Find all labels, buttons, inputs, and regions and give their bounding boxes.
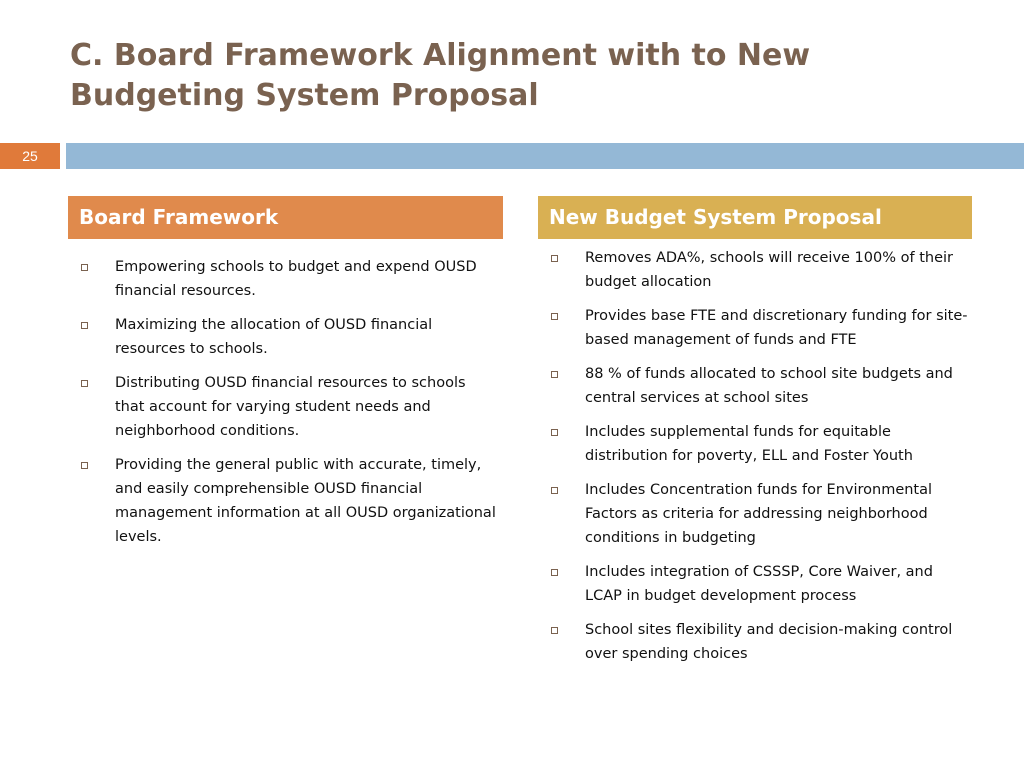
slide-title-line-1: C. Board Framework Alignment with to New	[70, 38, 811, 73]
list-item-text: Includes supplemental funds for equitable distribution for poverty, ELL and Foster Youth	[585, 424, 913, 464]
square-bullet-icon	[551, 313, 558, 320]
list-item-text: Distributing OUSD financial resources to schools that account for varying student needs and neighborhood conditions.	[115, 375, 466, 439]
list-item-text: Maximizing the allocation of OUSD financial resources to schools.	[115, 317, 433, 357]
new-budget-system-header: New Budget System Proposal	[538, 196, 972, 239]
list-item-text: 88 % of funds allocated to school site budgets and central services at school sites	[585, 366, 953, 406]
list-item	[548, 362, 968, 410]
square-bullet-icon	[551, 487, 558, 494]
square-bullet-icon	[81, 322, 88, 329]
square-bullet-icon	[81, 380, 88, 387]
square-bullet-icon	[81, 264, 88, 271]
slide-title-line-2: Budgeting System Proposal	[70, 78, 539, 113]
square-bullet-icon	[551, 255, 558, 262]
square-bullet-icon	[81, 462, 88, 469]
list-item	[78, 255, 498, 303]
list-item	[548, 304, 968, 352]
square-bullet-icon	[551, 627, 558, 634]
list-item-text: Includes Concentration funds for Environmental Factors as criteria for addressing neighborhood conditions in budgeting	[585, 482, 933, 546]
square-bullet-icon	[551, 371, 558, 378]
list-item	[548, 420, 968, 468]
list-item	[548, 618, 968, 666]
square-bullet-icon	[551, 569, 558, 576]
square-bullet-icon	[551, 429, 558, 436]
list-item-text: Providing the general public with accurate, timely, and easily comprehensible OUSD financial management information at all OUSD organizational levels.	[115, 457, 496, 545]
list-item-text: Includes integration of CSSSP, Core Waiver, and LCAP in budget development process	[585, 564, 933, 604]
list-item-text: Empowering schools to budget and expend OUSD financial resources.	[115, 259, 477, 299]
slide-title	[70, 36, 970, 116]
slide-number: 25	[0, 143, 60, 169]
new-budget-system-list	[548, 246, 968, 676]
list-item	[78, 453, 498, 549]
accent-bar	[66, 143, 1024, 169]
list-item	[548, 478, 968, 550]
list-item	[78, 371, 498, 443]
list-item-text: Provides base FTE and discretionary funding for site-based management of funds and FTE	[585, 308, 968, 348]
list-item-text: Removes ADA%, schools will receive 100% of their budget allocation	[585, 250, 953, 290]
list-item-text: School sites flexibility and decision-making control over spending choices	[585, 622, 953, 662]
list-item	[548, 560, 968, 608]
list-item	[78, 313, 498, 361]
board-framework-list	[78, 255, 498, 559]
list-item	[548, 246, 968, 294]
board-framework-header: Board Framework	[68, 196, 503, 239]
